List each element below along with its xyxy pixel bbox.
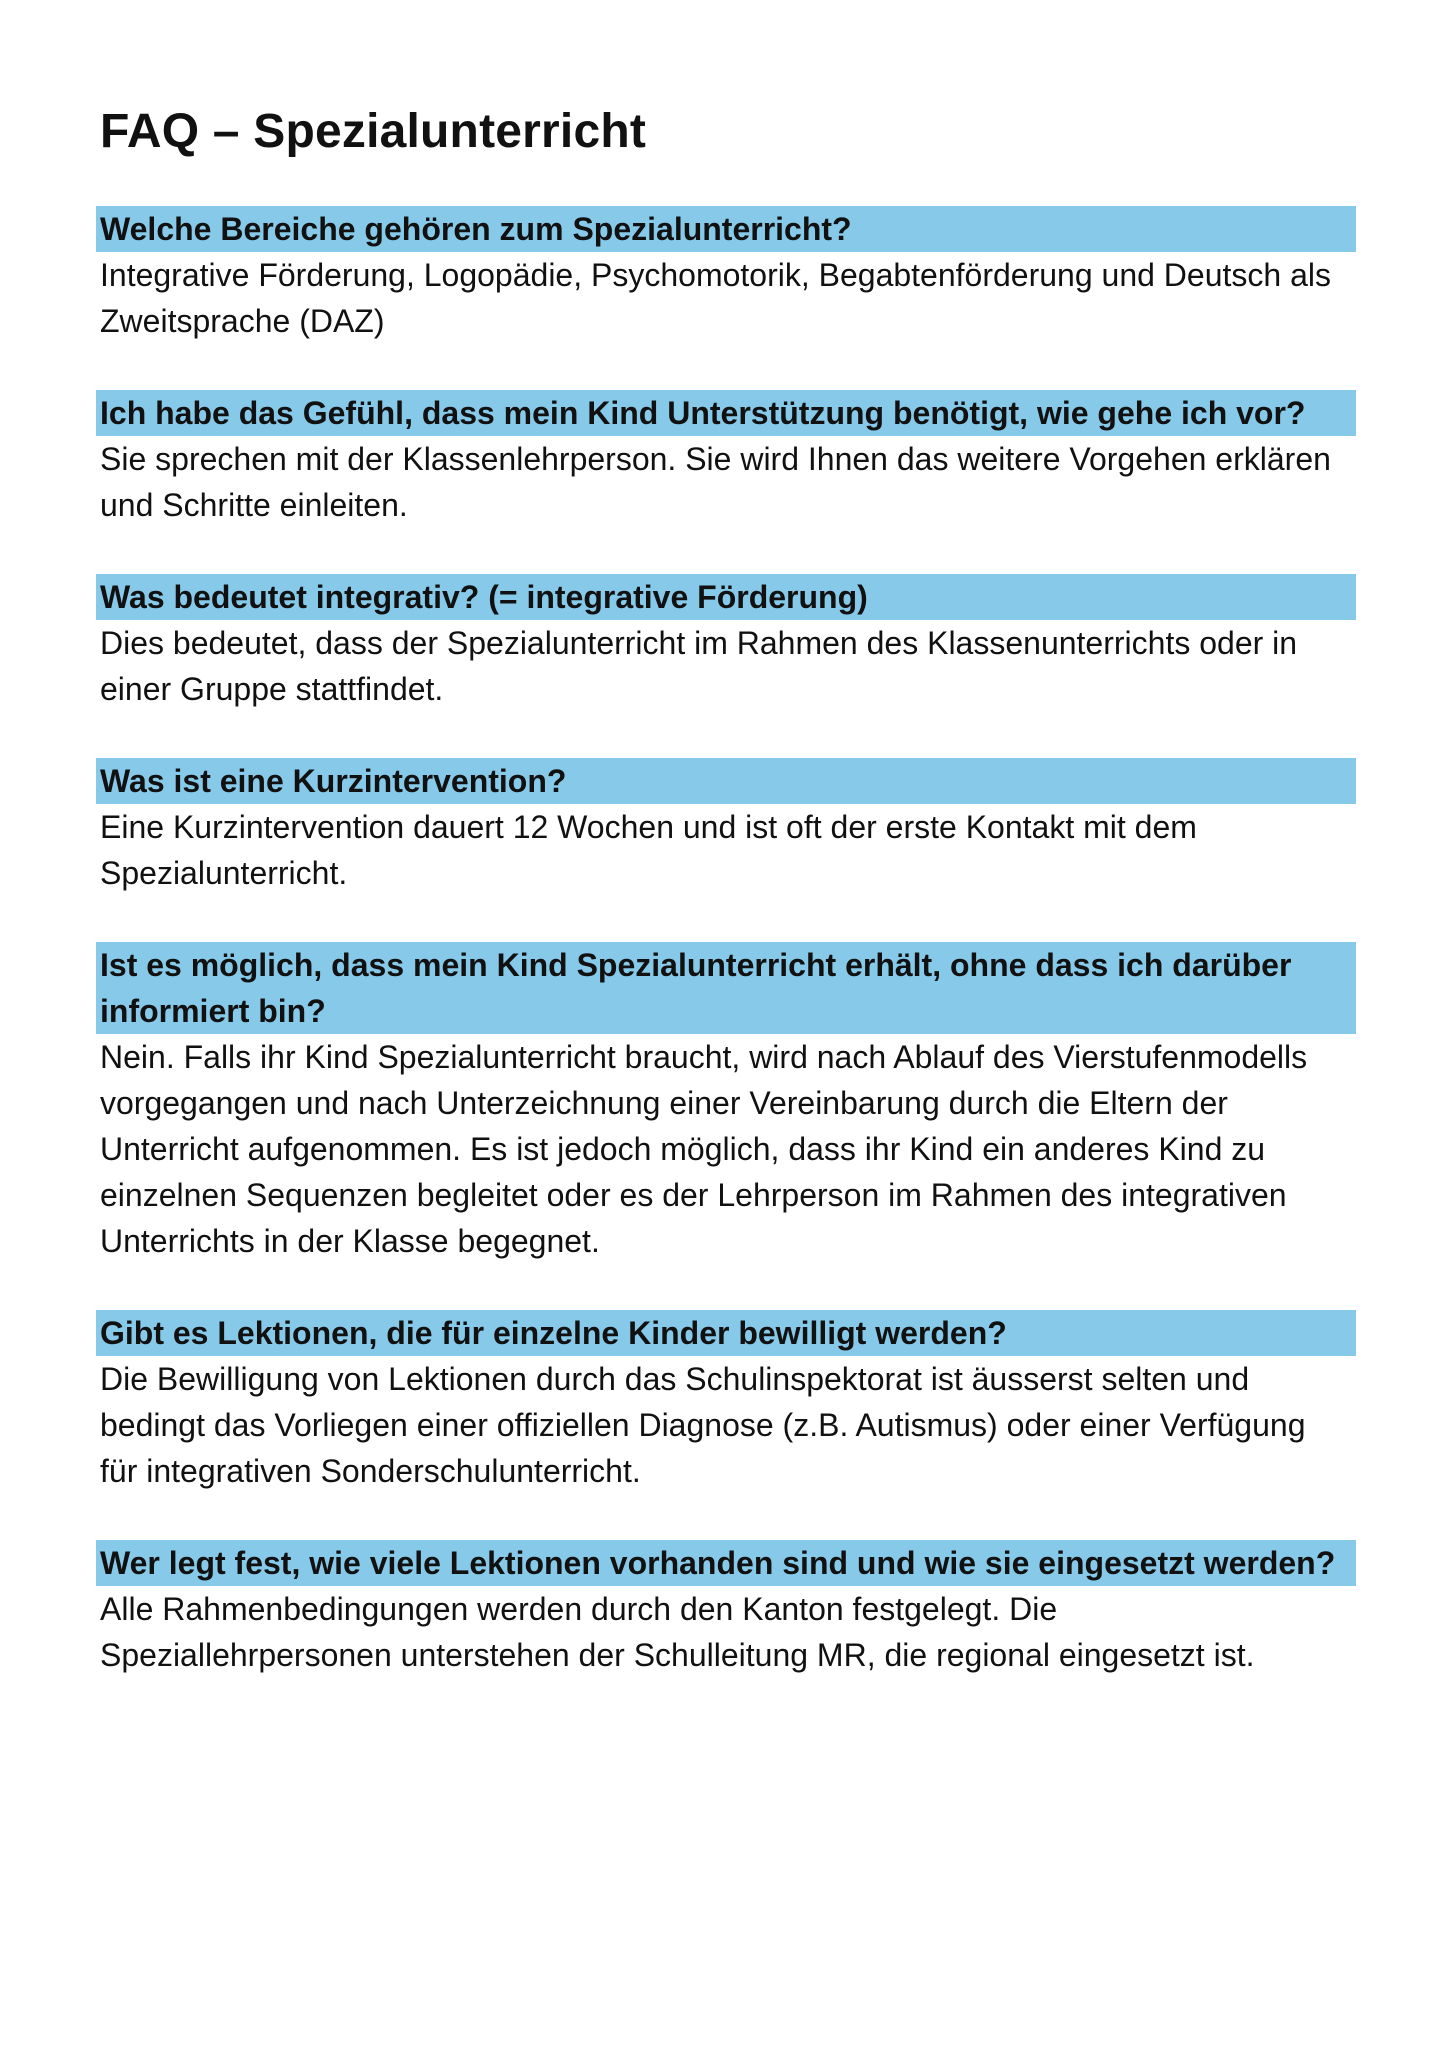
faq-answer: Integrative Förderung, Logopädie, Psychomotorik, Begabtenförderung und Deutsch als Zweitsprache (DAZ) xyxy=(100,257,1331,339)
faq-item xyxy=(96,942,1356,1264)
faq-answer: Die Bewilligung von Lektionen durch das Schulinspektorat ist äusserst selten und bedingt das Vorliegen einer offiziellen Diagnose (z.B. Autismus) oder einer Verfügung für integrativen Sonderschulunterricht. xyxy=(100,1361,1306,1489)
faq-item xyxy=(96,206,1356,344)
faq-question: Ich habe das Gefühl, dass mein Kind Unterstützung benötigt, wie gehe ich vor? xyxy=(96,390,1356,436)
faq-item xyxy=(96,1310,1356,1494)
faq-question: Ist es möglich, dass mein Kind Spezialunterricht erhält, ohne dass ich darüber informiert bin? xyxy=(96,942,1356,1034)
faq-question: Welche Bereiche gehören zum Spezialunterricht? xyxy=(96,206,1356,252)
faq-item xyxy=(96,390,1356,528)
faq-answer: Dies bedeutet, dass der Spezialunterricht im Rahmen des Klassenunterrichts oder in einer Gruppe stattfindet. xyxy=(100,625,1298,707)
faq-question: Gibt es Lektionen, die für einzelne Kinder bewilligt werden? xyxy=(96,1310,1356,1356)
faq-answer: Alle Rahmenbedingungen werden durch den Kanton festgelegt. Die Speziallehrpersonen unterstehen der Schulleitung MR, die regional eingesetzt ist. xyxy=(100,1591,1255,1673)
faq-item xyxy=(96,1540,1356,1678)
faq-item xyxy=(96,574,1356,712)
faq-item xyxy=(96,758,1356,896)
faq-question: Wer legt fest, wie viele Lektionen vorhanden sind und wie sie eingesetzt werden? xyxy=(96,1540,1356,1586)
faq-answer: Eine Kurzintervention dauert 12 Wochen und ist oft der erste Kontakt mit dem Spezialunterricht. xyxy=(100,809,1197,891)
faq-answer: Nein. Falls ihr Kind Spezialunterricht braucht, wird nach Ablauf des Vierstufenmodells vorgegangen und nach Unterzeichnung einer Vereinbarung durch die Eltern der Unterricht aufgenommen. Es ist jedoch möglich, dass ihr Kind ein anderes Kind zu einzelnen Sequenzen begleitet oder es der Lehrperson im Rahmen des integrativen Unterrichts in der Klasse begegnet. xyxy=(100,1039,1308,1259)
faq-answer: Sie sprechen mit der Klassenlehrperson. Sie wird Ihnen das weitere Vorgehen erklären und Schritte einleiten. xyxy=(100,441,1331,523)
document-page xyxy=(96,96,1356,1724)
faq-question: Was bedeutet integrativ? (= integrative Förderung) xyxy=(96,574,1356,620)
page-title: FAQ – Spezialunterricht xyxy=(100,105,647,158)
faq-question: Was ist eine Kurzintervention? xyxy=(96,758,1356,804)
